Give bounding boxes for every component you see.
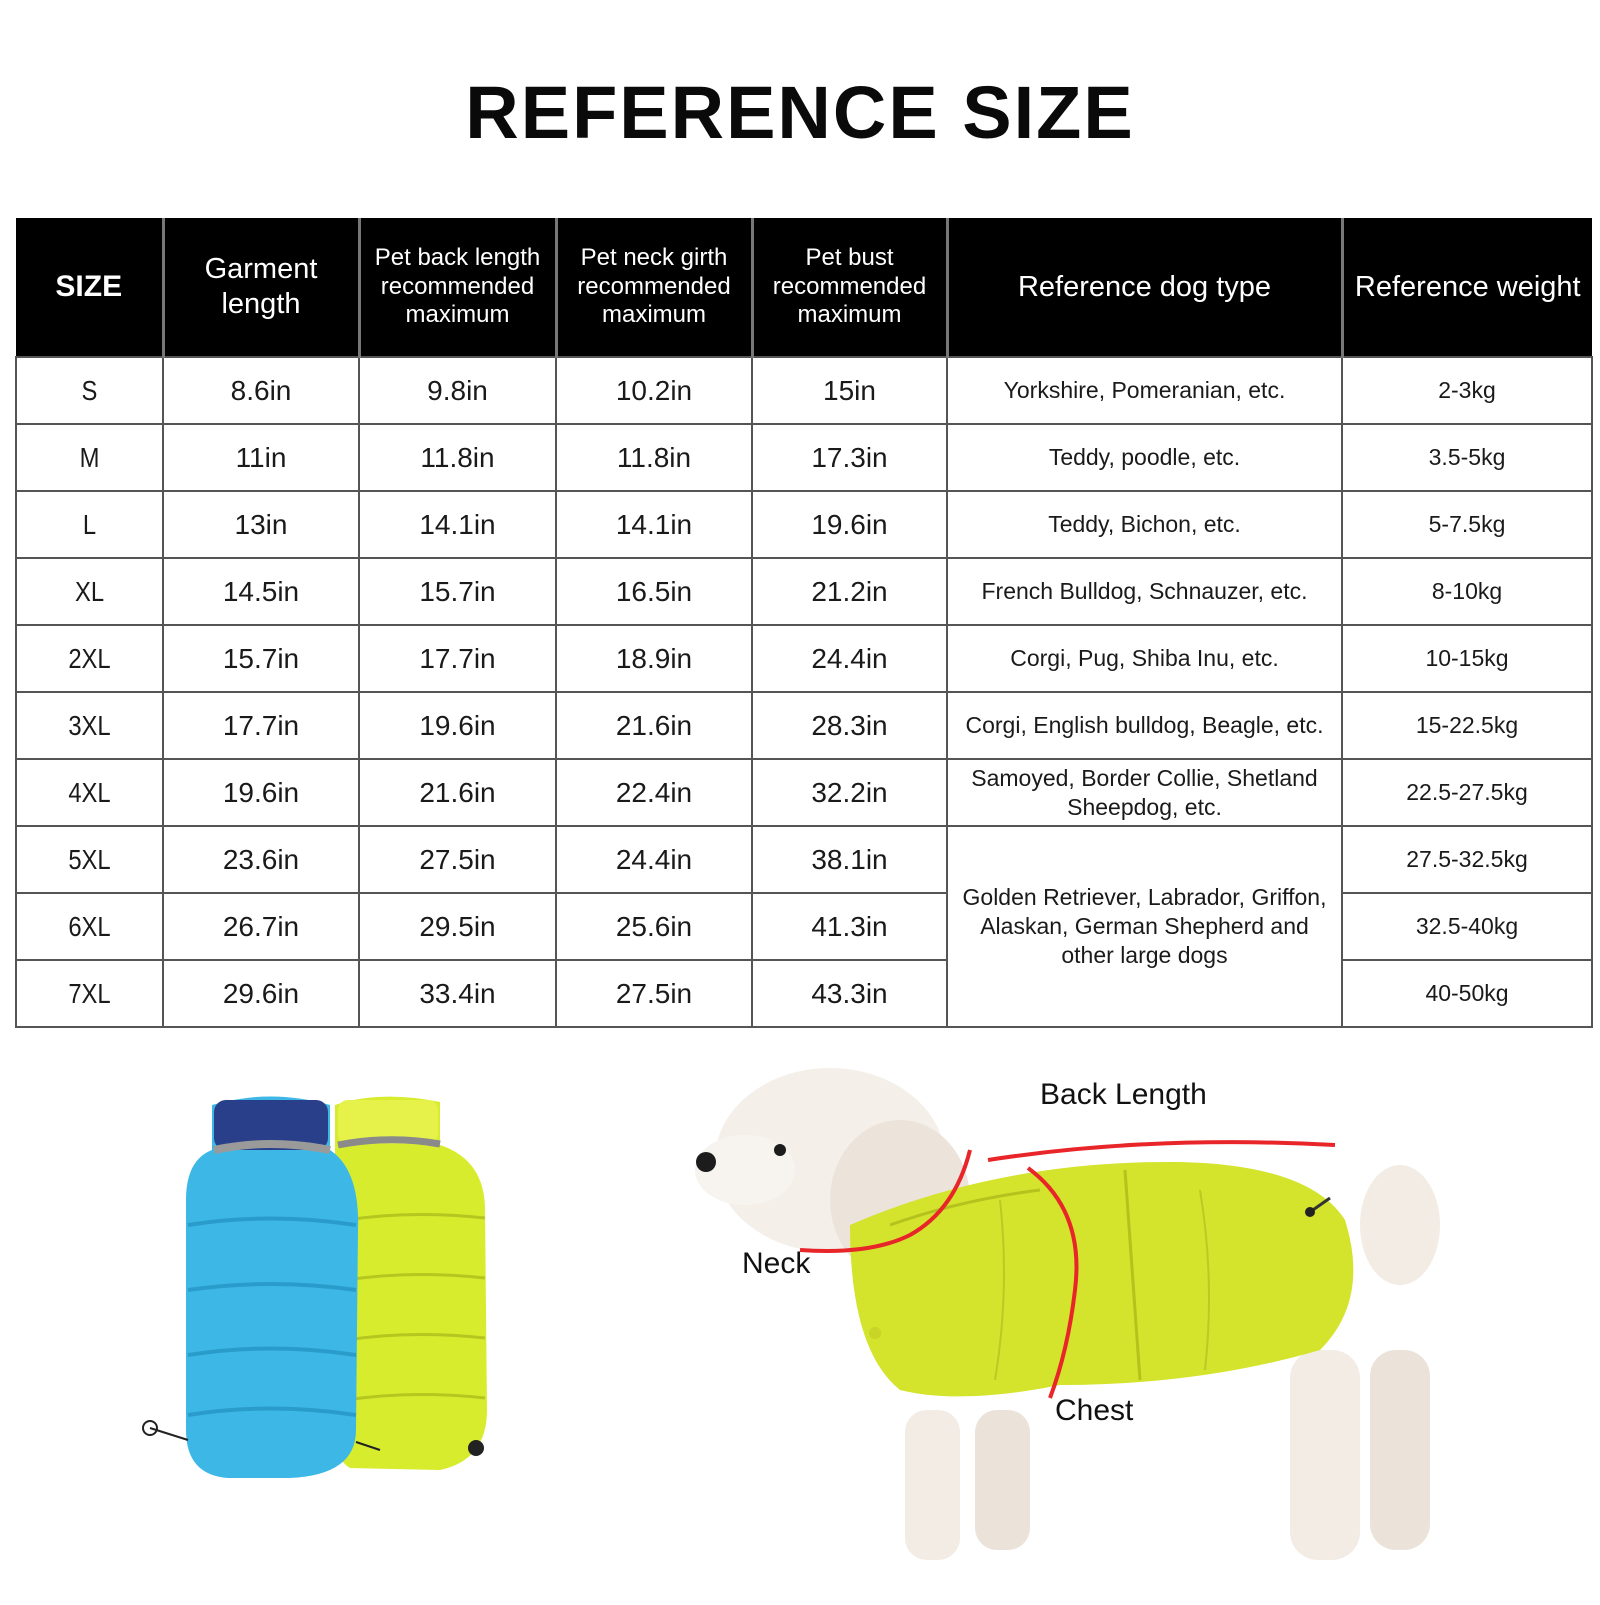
- back-length-cell: 29.5in: [359, 893, 556, 960]
- back-length-cell: 33.4in: [359, 960, 556, 1027]
- dog-type-cell: Samoyed, Border Collie, Shetland Sheepdog, etc.: [947, 759, 1342, 826]
- table-row: [16, 893, 1592, 960]
- size-cell: 6XL: [27, 893, 152, 960]
- garment-length-cell: 15.7in: [163, 625, 359, 692]
- weight-cell: 15-22.5kg: [1342, 692, 1592, 759]
- weight-cell: 32.5-40kg: [1342, 893, 1592, 960]
- size-cell: 5XL: [27, 826, 152, 893]
- garment-length-cell: 11in: [163, 424, 359, 491]
- garment-length-cell: 8.6in: [163, 357, 359, 424]
- size-cell: S: [27, 357, 152, 424]
- neck-girth-cell: 21.6in: [556, 692, 752, 759]
- neck-girth-cell: 10.2in: [556, 357, 752, 424]
- table-header-row: [16, 218, 1592, 357]
- dog-type-cell: French Bulldog, Schnauzer, etc.: [947, 558, 1342, 625]
- neck-girth-cell: 25.6in: [556, 893, 752, 960]
- dog-type-cell: Corgi, English bulldog, Beagle, etc.: [947, 692, 1342, 759]
- yellow-coat-image: [335, 1097, 487, 1470]
- neck-girth-cell: 11.8in: [556, 424, 752, 491]
- back-length-cell: 19.6in: [359, 692, 556, 759]
- table-row: [16, 357, 1592, 424]
- dog-type-cell: Teddy, Bichon, etc.: [947, 491, 1342, 558]
- table-row: [16, 558, 1592, 625]
- dog-type-cell: Yorkshire, Pomeranian, etc.: [947, 357, 1342, 424]
- header-bust: Pet bust recommended maximum: [752, 218, 947, 357]
- size-cell: 3XL: [27, 692, 152, 759]
- bust-cell: 43.3in: [752, 960, 947, 1027]
- garment-length-cell: 14.5in: [163, 558, 359, 625]
- header-size: SIZE: [16, 218, 163, 357]
- bust-cell: 15in: [752, 357, 947, 424]
- table-row: [16, 424, 1592, 491]
- chest-label: Chest: [1055, 1394, 1134, 1427]
- header-back-length: Pet back length recommended maximum: [359, 218, 556, 357]
- weight-cell: 27.5-32.5kg: [1342, 826, 1592, 893]
- bust-cell: 41.3in: [752, 893, 947, 960]
- table-row: [16, 960, 1592, 1027]
- dog-type-cell: Corgi, Pug, Shiba Inu, etc.: [947, 625, 1342, 692]
- garment-length-cell: 13in: [163, 491, 359, 558]
- garment-length-cell: 29.6in: [163, 960, 359, 1027]
- size-cell: M: [27, 424, 152, 491]
- weight-cell: 8-10kg: [1342, 558, 1592, 625]
- back-length-cell: 21.6in: [359, 759, 556, 826]
- bust-cell: 32.2in: [752, 759, 947, 826]
- page-title: REFERENCE SIZE: [465, 71, 1135, 154]
- back-length-cell: 11.8in: [359, 424, 556, 491]
- back-length-line: [988, 1142, 1335, 1160]
- dog-type-cell: Golden Retriever, Labrador, Griffon, Alaskan, German Shepherd and other large dogs: [947, 826, 1342, 1027]
- neck-girth-cell: 24.4in: [556, 826, 752, 893]
- illustration-area: [0, 1050, 1600, 1600]
- garment-length-cell: 17.7in: [163, 692, 359, 759]
- weight-cell: 3.5-5kg: [1342, 424, 1592, 491]
- bust-cell: 19.6in: [752, 491, 947, 558]
- garment-length-cell: 26.7in: [163, 893, 359, 960]
- header-neck-girth: Pet neck girth recommended maximum: [556, 218, 752, 357]
- garment-length-cell: 19.6in: [163, 759, 359, 826]
- back-length-cell: 9.8in: [359, 357, 556, 424]
- header-dog-type: Reference dog type: [947, 218, 1342, 357]
- weight-cell: 5-7.5kg: [1342, 491, 1592, 558]
- back-length-cell: 27.5in: [359, 826, 556, 893]
- table-row: [16, 692, 1592, 759]
- size-cell: XL: [27, 558, 152, 625]
- dog-type-cell: Teddy, poodle, etc.: [947, 424, 1342, 491]
- table-row: [16, 759, 1592, 826]
- size-chart-table: [15, 218, 1593, 1028]
- neck-girth-cell: 27.5in: [556, 960, 752, 1027]
- neck-label: Neck: [742, 1247, 811, 1280]
- back-length-cell: 17.7in: [359, 625, 556, 692]
- size-cell: 4XL: [27, 759, 152, 826]
- bust-cell: 28.3in: [752, 692, 947, 759]
- size-cell: L: [27, 491, 152, 558]
- bust-cell: 17.3in: [752, 424, 947, 491]
- back-length-cell: 15.7in: [359, 558, 556, 625]
- header-garment-length: Garment length: [163, 218, 359, 357]
- dog-image: [695, 1068, 1440, 1560]
- bust-cell: 21.2in: [752, 558, 947, 625]
- back-length-cell: 14.1in: [359, 491, 556, 558]
- size-cell: 2XL: [27, 625, 152, 692]
- neck-girth-cell: 16.5in: [556, 558, 752, 625]
- neck-girth-cell: 18.9in: [556, 625, 752, 692]
- header-weight: Reference weight: [1342, 218, 1592, 357]
- weight-cell: 2-3kg: [1342, 357, 1592, 424]
- table-row: [16, 826, 1592, 893]
- size-cell: 7XL: [27, 960, 152, 1027]
- weight-cell: 40-50kg: [1342, 960, 1592, 1027]
- neck-girth-cell: 14.1in: [556, 491, 752, 558]
- table-row: [16, 491, 1592, 558]
- garment-length-cell: 23.6in: [163, 826, 359, 893]
- weight-cell: 22.5-27.5kg: [1342, 759, 1592, 826]
- bust-cell: 24.4in: [752, 625, 947, 692]
- neck-girth-cell: 22.4in: [556, 759, 752, 826]
- back-length-label: Back Length: [1040, 1078, 1207, 1111]
- coats-and-dog-illustration: [0, 1050, 1600, 1600]
- bust-cell: 38.1in: [752, 826, 947, 893]
- weight-cell: 10-15kg: [1342, 625, 1592, 692]
- table-row: [16, 625, 1592, 692]
